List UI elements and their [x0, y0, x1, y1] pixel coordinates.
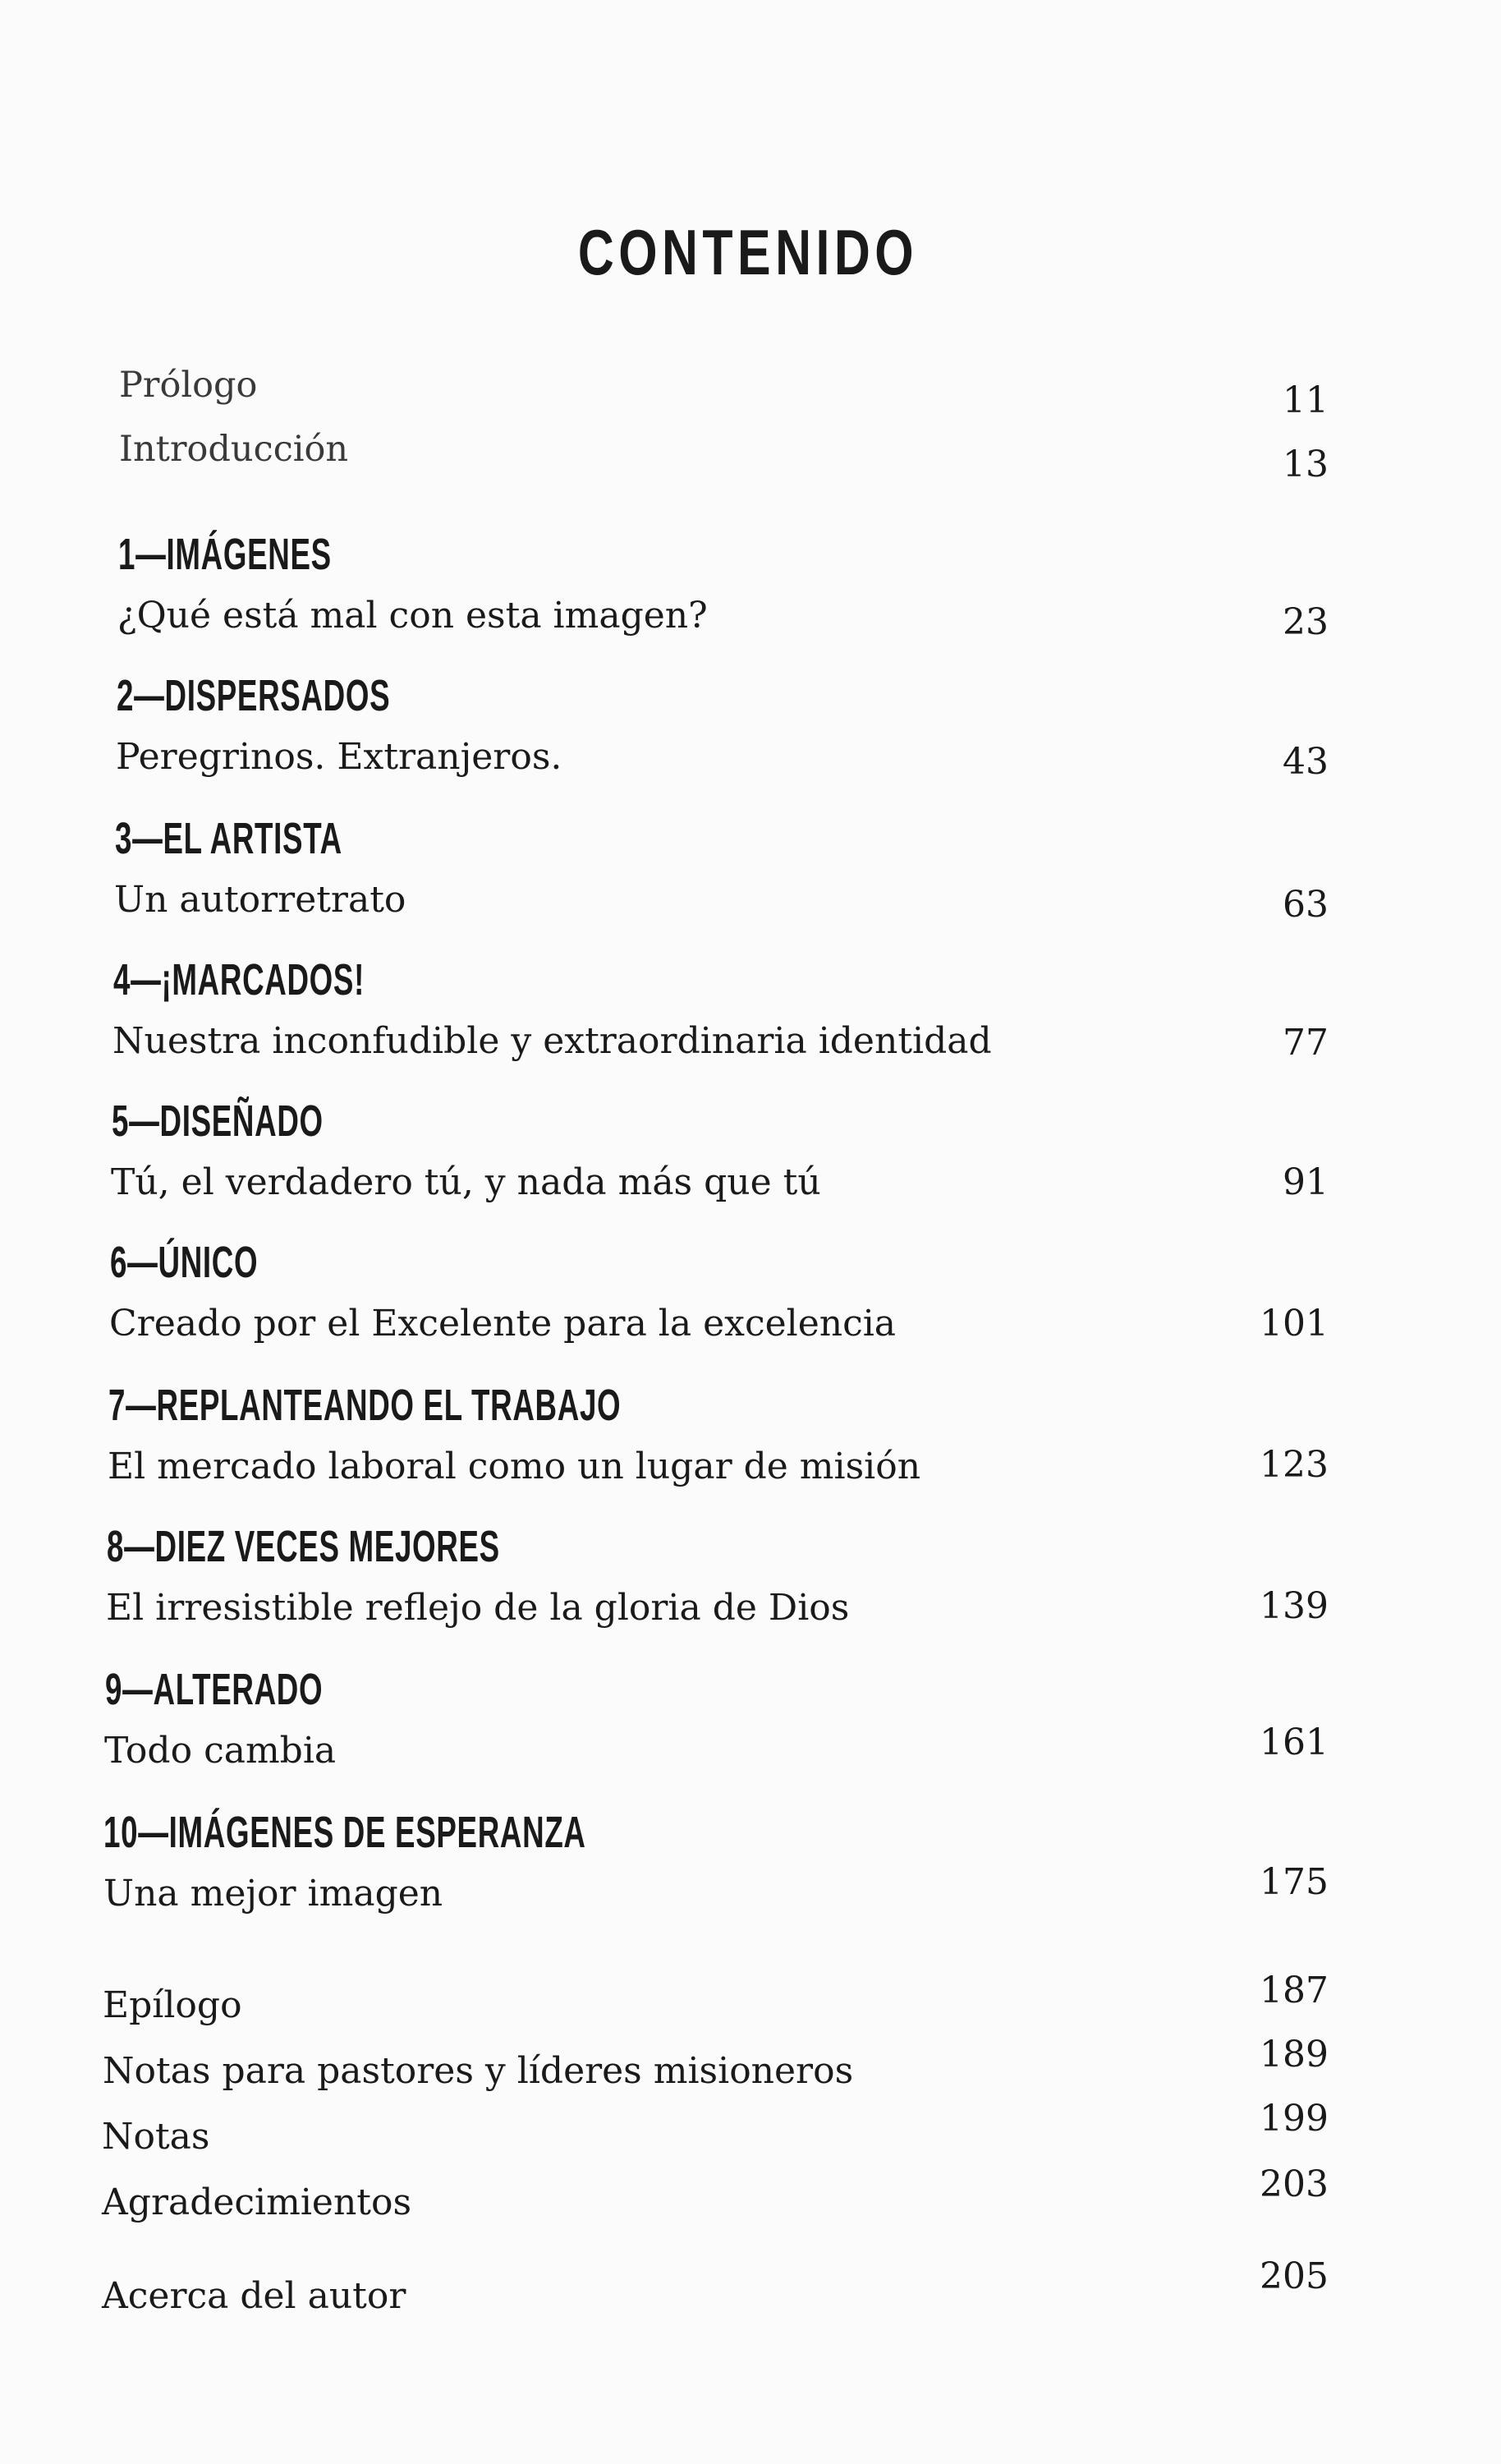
chapter-page: 63: [1283, 884, 1329, 926]
chapter-page: 123: [1260, 1444, 1329, 1486]
chapter-subtitle: ¿Qué está mal con esta imagen?: [117, 595, 708, 637]
entry-label: Prólogo: [119, 365, 258, 406]
entry-page: 189: [1260, 2034, 1329, 2076]
chapter-subtitle: Una mejor imagen: [103, 1873, 443, 1915]
chapter-subtitle: Todo cambia: [104, 1730, 337, 1772]
entry-page: 11: [1283, 379, 1329, 421]
entry-label: Notas: [102, 2116, 210, 2158]
chapter-page: 139: [1260, 1585, 1329, 1627]
entry-label: Epílogo: [103, 1984, 242, 2026]
chapter-subtitle: El mercado laboral como un lugar de misión: [108, 1446, 921, 1487]
chapter-subtitle: Peregrinos. Extranjeros.: [116, 736, 562, 778]
chapter-heading: 5—DISEÑADO: [112, 1096, 324, 1146]
chapter-page: 101: [1260, 1303, 1329, 1345]
chapter-subtitle: Un autorretrato: [114, 879, 406, 921]
chapter-heading: 1—IMÁGENES: [118, 530, 332, 579]
chapter-page: 23: [1283, 601, 1329, 643]
entry-label: Acerca del autor: [102, 2275, 406, 2317]
entry-page: 187: [1260, 1970, 1329, 2011]
chapter-heading: 7—REPLANTEANDO EL TRABAJO: [108, 1381, 622, 1430]
entry-page: 13: [1283, 444, 1329, 485]
chapter-heading: 10—IMÁGENES DE ESPERANZA: [103, 1808, 586, 1857]
chapter-page: 161: [1260, 1722, 1329, 1763]
chapter-heading: 8—DIEZ VECES MEJORES: [107, 1522, 500, 1571]
chapter-heading: 6—ÚNICO: [110, 1238, 259, 1287]
entry-label: Notas para pastores y líderes misioneros: [103, 2050, 854, 2092]
page-title: CONTENIDO: [577, 216, 919, 288]
entry-label: Introducción: [119, 429, 349, 470]
chapter-page: 91: [1283, 1161, 1329, 1203]
chapter-page: 175: [1260, 1861, 1329, 1903]
entry-label: Agradecimientos: [102, 2181, 412, 2223]
entry-page: 205: [1260, 2255, 1329, 2297]
chapter-subtitle: Tú, el verdadero tú, y nada más que tú: [111, 1161, 821, 1203]
chapter-subtitle: Creado por el Excelente para la excelencia: [109, 1303, 897, 1345]
chapter-page: 77: [1283, 1022, 1329, 1064]
entry-page: 199: [1260, 2098, 1329, 2140]
chapter-heading: 3—EL ARTISTA: [115, 814, 342, 863]
chapter-subtitle: El irresistible reflejo de la gloria de Dios: [106, 1587, 850, 1629]
chapter-heading: 2—DISPERSADOS: [117, 671, 391, 720]
entry-page: 203: [1260, 2163, 1329, 2205]
chapter-heading: 9—ALTERADO: [105, 1665, 324, 1714]
chapter-subtitle: Nuestra inconfudible y extraordinaria identidad: [112, 1020, 992, 1062]
chapter-heading: 4—¡MARCADOS!: [113, 955, 365, 1004]
chapter-page: 43: [1283, 741, 1329, 783]
